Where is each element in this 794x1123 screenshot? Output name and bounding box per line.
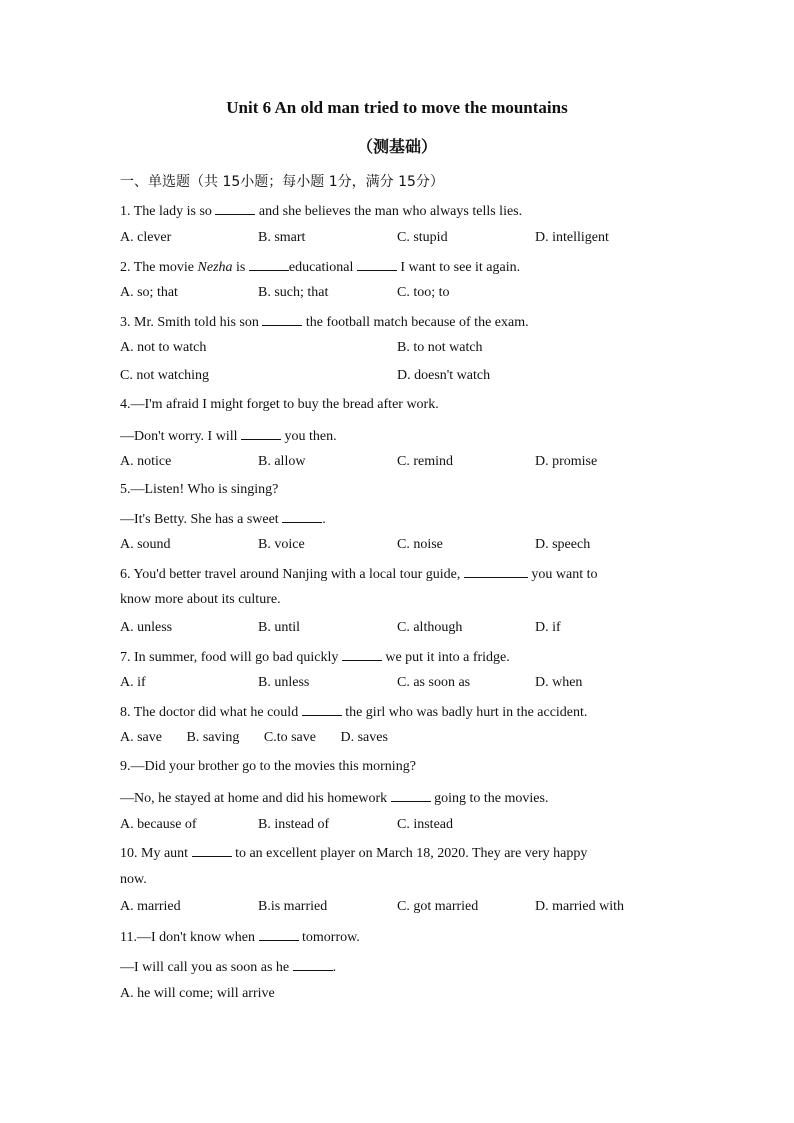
- option-c: C. got married: [397, 899, 479, 914]
- option-b: B. voice: [258, 537, 305, 552]
- option-a: A. married: [120, 899, 181, 914]
- question-4-reply: —Don't worry. I will you then.: [120, 429, 337, 444]
- option-a: A. he will come; will arrive: [120, 986, 275, 1001]
- option-c: C. as soon as: [397, 675, 471, 690]
- answer-blank: [391, 789, 431, 802]
- question-5-reply: —It's Betty. She has a sweet .: [120, 512, 326, 527]
- option-c: C. not watching: [120, 368, 210, 383]
- option-b: B. unless: [258, 675, 310, 690]
- option-d: D. if: [535, 620, 561, 635]
- option-b: B. until: [258, 620, 301, 635]
- option-a: A. clever: [120, 230, 172, 245]
- option-d: D. intelligent: [535, 230, 609, 245]
- option-c: C. remind: [397, 454, 453, 469]
- option-a: A. not to watch: [120, 340, 207, 355]
- question-10-cont: now.: [120, 872, 147, 887]
- answer-blank: [241, 427, 281, 440]
- option-d: D. promise: [535, 454, 598, 469]
- question-2: 2. The movie Nezha is educational I want to see it again.: [120, 260, 521, 275]
- options-row: A. save B. saving C.to save D. saves: [120, 730, 388, 745]
- option-c: C. although: [397, 620, 463, 635]
- question-6: 6. You'd better travel around Nanjing with a local tour guide, you want to: [120, 567, 598, 582]
- answer-blank: [262, 313, 302, 326]
- answer-blank: [249, 258, 289, 271]
- option-c: C. too; to: [397, 285, 450, 300]
- option-b: B. instead of: [258, 817, 330, 832]
- option-b: B. such; that: [258, 285, 329, 300]
- page-title: Unit 6 An old man tried to move the mountains: [226, 98, 568, 117]
- question-5: 5.—Listen! Who is singing?: [120, 482, 279, 497]
- answer-blank: [259, 928, 299, 941]
- option-b: B. to not watch: [397, 340, 483, 355]
- option-c: C. instead: [397, 817, 453, 832]
- answer-blank: [215, 202, 255, 215]
- page-subtitle: （测基础）: [356, 137, 437, 156]
- option-b: B. allow: [258, 454, 306, 469]
- question-11-reply: —I will call you as soon as he .: [120, 960, 337, 975]
- question-9: 9.—Did your brother go to the movies this morning?: [120, 759, 416, 774]
- option-d: D. married with: [535, 899, 625, 914]
- option-a: A. because of: [120, 817, 197, 832]
- answer-blank: [282, 510, 322, 523]
- question-4: 4.—I'm afraid I might forget to buy the bread after work.: [120, 397, 439, 412]
- answer-blank: [357, 258, 397, 271]
- question-6-cont: know more about its culture.: [120, 592, 281, 607]
- question-7: 7. In summer, food will go bad quickly we put it into a fridge.: [120, 650, 510, 665]
- option-b: B.is married: [258, 899, 328, 914]
- question-8: 8. The doctor did what he could the girl who was badly hurt in the accident.: [120, 705, 588, 720]
- option-d: D. when: [535, 675, 583, 690]
- answer-blank: [192, 844, 232, 857]
- answer-blank: [342, 648, 382, 661]
- option-c: C. stupid: [397, 230, 448, 245]
- answer-blank: [302, 703, 342, 716]
- answer-blank: [464, 565, 528, 578]
- answer-blank: [293, 958, 333, 971]
- option-a: A. so; that: [120, 285, 178, 300]
- option-a: A. if: [120, 675, 146, 690]
- option-d: D. doesn't watch: [397, 368, 491, 383]
- option-c: C. noise: [397, 537, 443, 552]
- option-a: A. notice: [120, 454, 172, 469]
- question-11: 11.—I don't know when tomorrow.: [120, 930, 360, 945]
- option-d: D. speech: [535, 537, 591, 552]
- question-10: 10. My aunt to an excellent player on March 18, 2020. They are very happy: [120, 846, 588, 861]
- section-heading: 一、单选题（共 15小题；每小题 1分，满分 15分）: [120, 174, 444, 190]
- question-9-reply: —No, he stayed at home and did his homework going to the movies.: [120, 791, 549, 806]
- question-1: 1. The lady is so and she believes the man who always tells lies.: [120, 204, 523, 219]
- option-b: B. smart: [258, 230, 306, 245]
- option-a: A. sound: [120, 537, 171, 552]
- question-3: 3. Mr. Smith told his son the football match because of the exam.: [120, 315, 529, 330]
- option-a: A. unless: [120, 620, 173, 635]
